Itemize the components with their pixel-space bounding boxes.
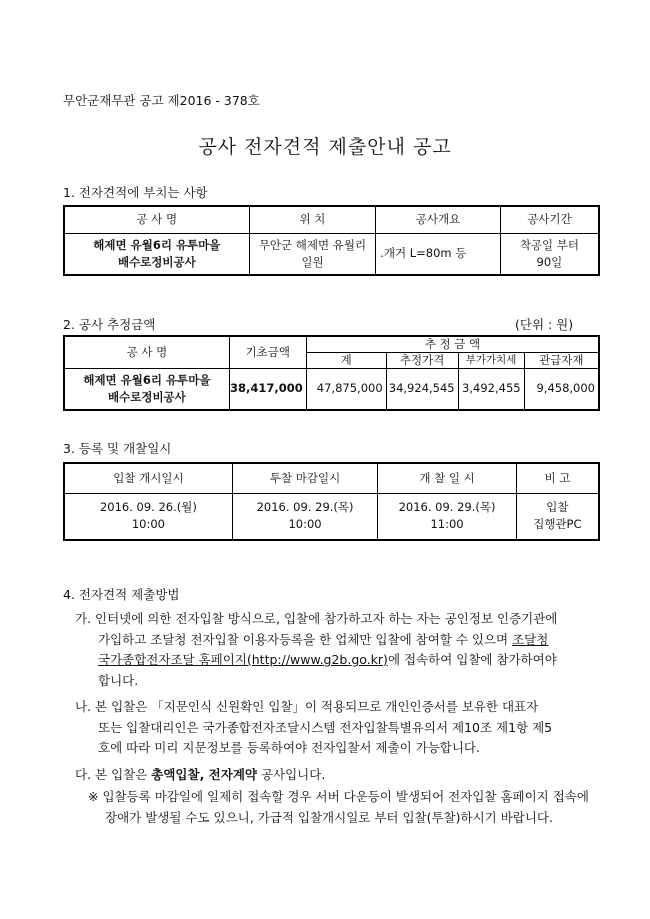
header-opening: 개 찰 일 시 <box>378 463 516 493</box>
section1-heading: 1. 전자견적에 부치는 사항 <box>63 185 208 200</box>
paragraph-na: 나. 본 입찰은 「지문인식 신원확인 입찰」이 적용되므로 개인인증서를 보유한 대표자 또는 입찰대리인은 국가종합전자조달시스템 전자입찰특별유의서 제10조 제1항 제5 호에 따라 미리 지문정보를 등록하여야 전자입찰서 제출이 가능합니다. <box>75 699 553 755</box>
g2b-link-text: 조달청 <box>512 631 549 647</box>
header-vat: 부가가치세 <box>458 352 524 368</box>
location-cell: 무안군 해제면 유월리 일원 <box>249 233 375 275</box>
period-cell: 착공일 부터 90일 <box>500 233 599 275</box>
header-estimated-amount: 추 정 금 액 <box>306 336 599 352</box>
unit-label: (단위 : 원) <box>515 317 574 332</box>
header-bid-start: 입찰 개시일시 <box>64 463 232 493</box>
vat-cell: 3,492,455 <box>458 368 524 410</box>
notice-number: 무안군재무관 공고 제2016 - 378호 <box>63 93 260 108</box>
bid-end-cell: 2016. 09. 29.(목) 10:00 <box>232 493 377 540</box>
section2-heading: 2. 공사 추정금액 <box>63 317 156 332</box>
table-row <box>64 493 599 540</box>
section3-heading: 3. 등록 및 개찰일시 <box>63 441 172 456</box>
table-row <box>64 233 599 275</box>
paragraph-da: 다. 본 입찰은 총액입찰, 전자계약 공사입니다. <box>75 767 326 782</box>
section4-heading: 4. 전자견적 제출방법 <box>63 587 180 602</box>
header-total: 계 <box>306 352 386 368</box>
header-material: 관급자재 <box>524 352 599 368</box>
section1-table <box>63 205 600 276</box>
header-summary: 공사개요 <box>376 206 501 233</box>
paragraph-ga: 가. 인터넷에 의한 전자입찰 방식으로, 입찰에 참가하고자 하는 자는 공인정보 인증기관에 가입하고 조달청 전자입찰 이용자등록을 한 업체만 입찰에 참여할 수 있으며 조달청 국가종합전자조달 홈페이지(http://www.g2b.go.kr)에 접속하여 입찰에 참가하여야 합니다. <box>75 611 558 688</box>
header-project-name: 공 사 명 <box>64 206 249 233</box>
page-title: 공사 전자견적 제출안내 공고 <box>198 136 452 158</box>
opening-cell: 2016. 09. 29.(목) 11:00 <box>378 493 516 540</box>
material-cell: 9,458,000 <box>524 368 599 410</box>
remarks-cell: 입찰 집행관PC <box>516 493 599 540</box>
project-name-cell: 해제면 유월6리 유투마을 배수로정비공사 <box>64 368 229 410</box>
table-row <box>64 368 599 410</box>
header-remarks: 비 고 <box>516 463 599 493</box>
paragraph-note: ※ 입찰등록 마감일에 일제히 접속할 경우 서버 다운등이 발생되어 전자입찰 홈페이지 접속에 장애가 발생될 수도 있으니, 가급적 입찰개시일로 부터 입찰(투찰)하시기 바랍니다. <box>88 789 589 825</box>
header-location: 위 치 <box>249 206 375 233</box>
header-bid-end: 투찰 마감일시 <box>232 463 377 493</box>
bid-start-cell: 2016. 09. 26.(월) 10:00 <box>64 493 232 540</box>
base-amount-cell: 38,417,000 <box>229 368 306 410</box>
section2-table <box>63 335 600 411</box>
section3-table <box>63 462 600 541</box>
est-price-cell: 34,924,545 <box>386 368 458 410</box>
total-cell: 47,875,000 <box>306 368 386 410</box>
header-period: 공사기간 <box>500 206 599 233</box>
project-name-cell: 해제면 유월6리 유투마을 배수로정비공사 <box>64 233 249 275</box>
g2b-url[interactable]: 국가종합전자조달 홈페이지(http://www.g2b.go.kr) <box>98 652 388 667</box>
summary-cell: .개거 L=80m 등 <box>376 233 501 275</box>
header-project-name: 공 사 명 <box>64 336 229 368</box>
header-est-price: 추정가격 <box>386 352 458 368</box>
header-base-amount: 기초금액 <box>229 336 306 368</box>
